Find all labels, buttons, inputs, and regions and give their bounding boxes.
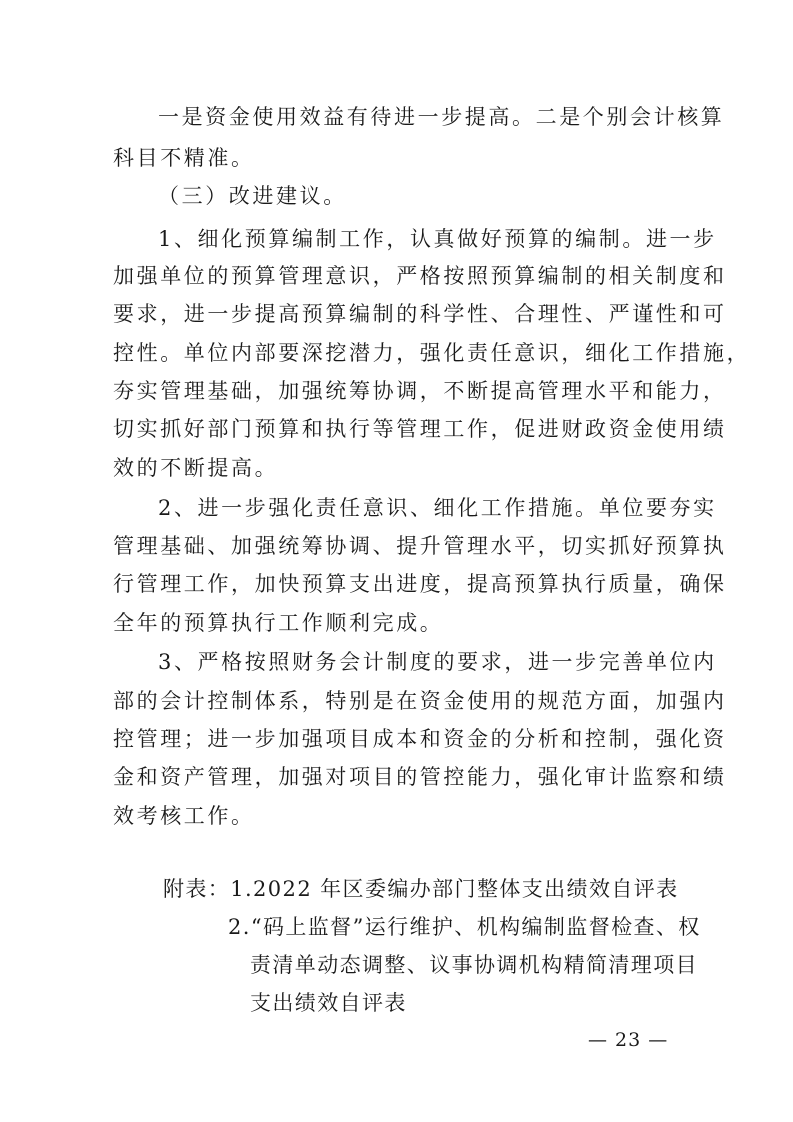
paragraph-line: 科目不精准。 — [113, 146, 255, 170]
paragraph-line: 全年的预算执行工作顺利完成。 — [113, 611, 444, 635]
paragraph-line: 1、细化预算编制工作，认真做好预算的编制。进一步 — [158, 227, 717, 251]
paragraph-line: 控性。单位内部要深挖潜力，强化责任意识，细化工作措施， — [113, 341, 751, 365]
paragraph-line: 控管理；进一步加强项目成本和资金的分析和控制，强化资 — [113, 727, 727, 751]
paragraph-line: 要求，进一步提高预算编制的科学性、合理性、严谨性和可 — [113, 302, 727, 326]
paragraph-line: 切实抓好部门预算和执行等管理工作，促进财政资金使用绩 — [113, 417, 727, 441]
paragraph-line: 金和资产管理，加强对项目的管控能力，强化审计监察和绩 — [113, 765, 727, 789]
paragraph-line: 2、进一步强化责任意识、细化工作措施。单位要夯实 — [158, 496, 717, 520]
page-number: — 23 — — [588, 1029, 669, 1051]
paragraph-line: 3、严格按照财务会计制度的要求，进一步完善单位内 — [158, 650, 717, 674]
attachment-item-continuation: 支出绩效自评表 — [250, 991, 407, 1015]
section-heading: （三）改进建议。 — [158, 184, 347, 208]
paragraph-line: 效考核工作。 — [113, 804, 255, 828]
attachment-item-continuation: 责清单动态调整、议事协调机构精简清理项目 — [250, 953, 698, 977]
paragraph-line: 加强单位的预算管理意识，严格按照预算编制的相关制度和 — [113, 264, 727, 288]
paragraph-line: 一是资金使用效益有待进一步提高。二是个别会计核算 — [158, 105, 725, 129]
attachment-item: 2.“码上监督”运行维护、机构编制监督检查、权 — [228, 915, 701, 939]
paragraph-line: 夯实管理基础，加强统筹协调，不断提高管理水平和能力， — [113, 379, 727, 403]
paragraph-line: 部的会计控制体系，特别是在资金使用的规范方面，加强内 — [113, 689, 727, 713]
paragraph-line: 行管理工作，加快预算支出进度，提高预算执行质量，确保 — [113, 572, 727, 596]
paragraph-line: 管理基础、加强统筹协调、提升管理水平，切实抓好预算执 — [113, 534, 727, 558]
attachment-heading: 附表：1.2022 年区委编办部门整体支出绩效自评表 — [163, 877, 679, 901]
paragraph-line: 效的不断提高。 — [113, 456, 279, 480]
